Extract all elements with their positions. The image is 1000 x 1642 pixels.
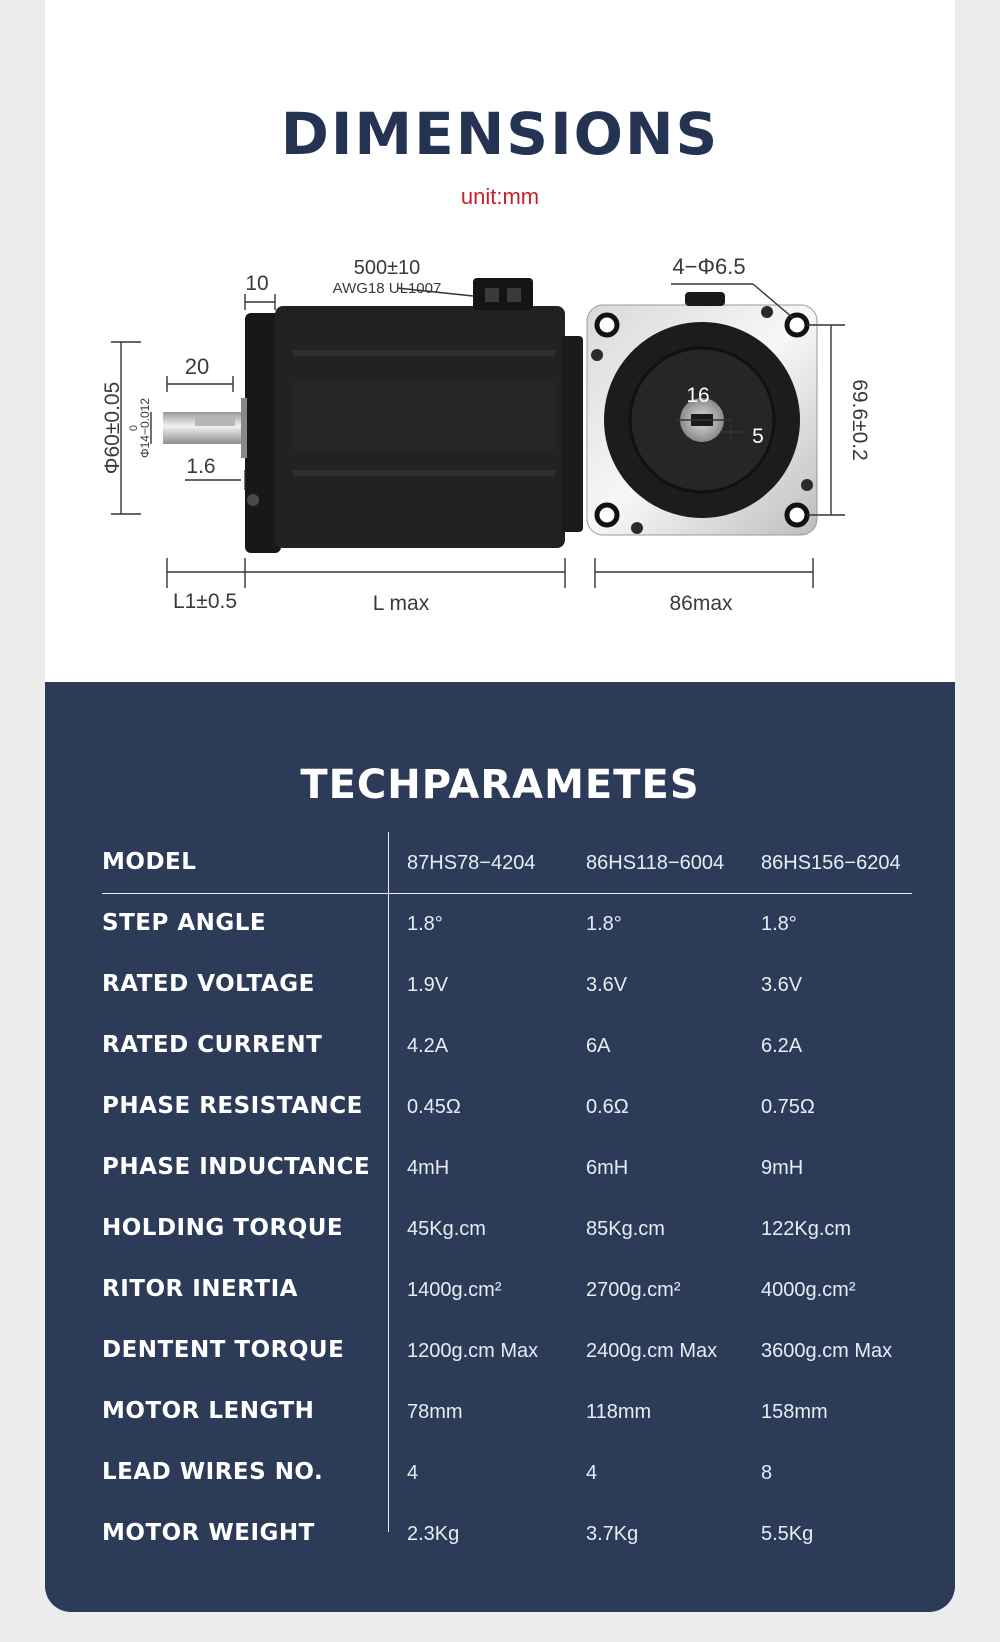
row-value: 4.2A: [407, 1035, 449, 1057]
row-value: 1.8°: [586, 913, 622, 935]
spec-table: [102, 832, 912, 1564]
step-label: 1.6: [186, 455, 216, 478]
shaft-diameter-label: Φ14−0.012: [138, 398, 152, 458]
dimensions-section: [45, 0, 955, 682]
row-value: 5.5Kg: [761, 1523, 814, 1545]
row-value: 2400g.cm Max: [586, 1340, 718, 1362]
motor-side-view: [163, 278, 583, 553]
row-value: 0.75Ω: [761, 1096, 815, 1118]
table-row: [102, 1259, 912, 1320]
product-card: [45, 0, 955, 1612]
row-label: RATED CURRENT: [102, 1032, 323, 1058]
table-row: [102, 893, 912, 954]
model-2: 86HS118−6004: [586, 852, 725, 874]
table-row: [102, 1137, 912, 1198]
row-label: LEAD WIRES NO.: [102, 1459, 324, 1485]
row-value: 6mH: [586, 1157, 629, 1179]
row-value: 3600g.cm Max: [761, 1340, 893, 1362]
row-label: MOTOR LENGTH: [102, 1398, 315, 1424]
row-value: 3.7Kg: [586, 1523, 639, 1545]
row-value: 2700g.cm²: [586, 1279, 681, 1301]
row-value: 0.45Ω: [407, 1096, 461, 1118]
l1-label: L1±0.5: [172, 590, 238, 613]
header-label: MODEL: [102, 849, 197, 875]
mounting-holes-label: 4−Φ6.5: [672, 254, 746, 279]
flange-width-label: 10: [245, 272, 269, 295]
row-label: STEP ANGLE: [102, 910, 267, 936]
cable-length-label: 500±10: [353, 257, 421, 279]
row-label: DENTENT TORQUE: [102, 1337, 345, 1363]
row-label: PHASE RESISTANCE: [102, 1093, 363, 1119]
width-label: 86max: [669, 592, 733, 615]
table-row: [102, 1015, 912, 1076]
row-value: 3.6V: [586, 974, 628, 996]
row-value: 1.9V: [407, 974, 449, 996]
table-header-row: [102, 832, 912, 893]
row-label: RATED VOLTAGE: [102, 971, 315, 997]
hole-pitch-label: 69.6±0.2: [848, 379, 871, 461]
row-value: 3.6V: [761, 974, 803, 996]
row-label: MOTOR WEIGHT: [102, 1520, 315, 1546]
row-value: 2.3Kg: [407, 1523, 460, 1545]
row-value: 0.6Ω: [586, 1096, 629, 1118]
row-value: 1.8°: [761, 913, 797, 935]
row-label: PHASE INDUCTANCE: [102, 1154, 371, 1180]
table-row: [102, 1503, 912, 1564]
row-value: 1400g.cm²: [407, 1279, 502, 1301]
shaft-tolerance-label: 0: [128, 424, 140, 432]
row-value: 85Kg.cm: [586, 1218, 665, 1240]
model-1: 87HS78−4204: [407, 852, 536, 874]
body-diameter-label: Φ60±0.05: [101, 381, 124, 475]
motor-front-view: [587, 292, 817, 535]
row-value: 78mm: [407, 1401, 463, 1423]
row-value: 6A: [586, 1035, 611, 1057]
row-value: 158mm: [761, 1401, 828, 1423]
wire-spec-label: AWG18 UL1007: [332, 280, 442, 297]
table-row: [102, 1198, 912, 1259]
row-value: 118mm: [586, 1401, 652, 1423]
unit-label: unit:mm: [460, 184, 540, 209]
row-value: 4: [586, 1462, 598, 1484]
tech-parameters-title: TECHPARAMETES: [300, 762, 700, 808]
row-value: 45Kg.cm: [407, 1218, 486, 1240]
row-value: 6.2A: [761, 1035, 803, 1057]
row-label: RITOR INERTIA: [102, 1276, 298, 1302]
row-value: 4000g.cm²: [761, 1279, 856, 1301]
row-value: 8: [761, 1462, 773, 1484]
table-row: [102, 1076, 912, 1137]
shaft-flat-label: 16: [686, 384, 710, 407]
row-value: 122Kg.cm: [761, 1218, 852, 1240]
dimensions-title: DIMENSIONS: [280, 100, 720, 168]
row-value: 1200g.cm Max: [407, 1340, 539, 1362]
key-width-label: 5: [752, 425, 764, 448]
model-3: 86HS156−6204: [761, 852, 901, 874]
row-value: 4: [407, 1462, 419, 1484]
table-row: [102, 954, 912, 1015]
row-label: HOLDING TORQUE: [102, 1215, 344, 1241]
row-value: 1.8°: [407, 913, 443, 935]
tech-parameters-section: [45, 682, 955, 1612]
shaft-length-label: 20: [184, 354, 210, 379]
row-value: 9mH: [761, 1157, 804, 1179]
dimension-drawing: [45, 0, 955, 682]
table-row: [102, 1320, 912, 1381]
table-row: [102, 1442, 912, 1503]
table-row: [102, 1381, 912, 1442]
l-max-label: L max: [372, 592, 430, 615]
row-value: 4mH: [407, 1157, 450, 1179]
